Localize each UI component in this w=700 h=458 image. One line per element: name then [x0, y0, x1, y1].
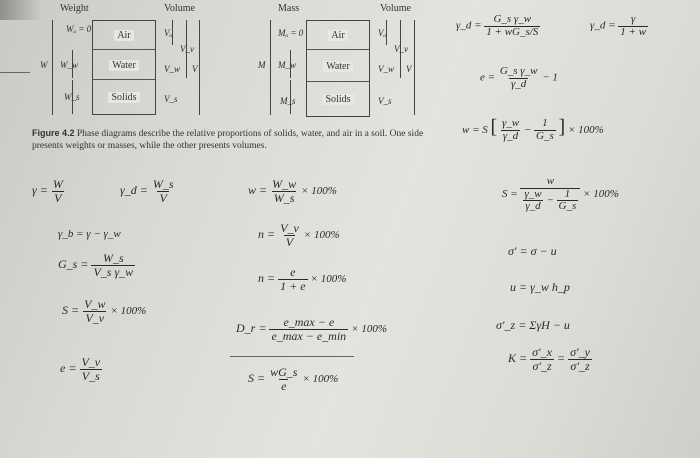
- void-ratio-formula: e = $\frac{V\_v}{V\_s}$: [60, 355, 101, 383]
- ww-label: W_w: [60, 60, 78, 70]
- va-label-right: Vₐ: [378, 28, 387, 38]
- volume-header-right: Volume: [380, 3, 411, 14]
- solids-phase-right: Solids: [307, 81, 369, 117]
- air-volume-arrow-right: [386, 20, 387, 45]
- vs-label-right: V_s: [378, 96, 392, 106]
- phase-diagram-right: [306, 20, 370, 117]
- void-ratio-from-dry-unit-weight-formula: e = $\frac{\text{G\_s γ\_w}}{\gamma\_d}$ − 1: [480, 65, 558, 90]
- specific-gravity-formula: G_s = $\frac{W\_s}{\text{V\_s γ\_w}}$: [58, 251, 134, 279]
- dry-unit-weight-formula: γ_d = $\frac{W\_s}{V}$: [120, 177, 174, 205]
- vv-label-right: V_v: [394, 44, 408, 54]
- v-label: V: [192, 64, 198, 74]
- relative-density-formula: D_r = $\frac{e\_\max - e}{e\_\max - e\_\min}$ × 100%: [236, 315, 388, 343]
- v-label-right: V: [406, 64, 412, 74]
- vv-label: V_v: [180, 44, 194, 54]
- mass-header: Mass: [278, 3, 300, 14]
- mw-label: M_w: [278, 60, 296, 70]
- air-phase-left: Air: [93, 21, 155, 49]
- wa-label: Wₐ = 0: [66, 24, 92, 34]
- vw-label-right: V_w: [378, 64, 395, 74]
- formula-divider: [230, 356, 354, 357]
- solids-phase-left: Solids: [93, 79, 155, 115]
- caption-label: Figure 4.2: [32, 128, 75, 138]
- air-volume-arrow: [172, 20, 173, 45]
- water-phase-left: Water: [93, 49, 155, 80]
- total-weight-arrow: [52, 20, 53, 115]
- vs-label: V_s: [164, 94, 178, 104]
- water-content-formula: w = $\frac{W\_w}{W\_s}$ × 100%: [248, 177, 337, 205]
- water-content-from-saturation-formula: w = S [ $\frac{\gamma\_w}{\gamma\_d}$ − $\frac{1}{G\_s}$ ] × 100%: [462, 116, 604, 142]
- buoyant-unit-weight-formula: γ_b = γ − γ_w: [58, 228, 121, 240]
- air-phase-right: Air: [307, 21, 369, 49]
- pore-pressure-formula: u = γ_w h_p: [510, 280, 570, 294]
- porosity-from-void-ratio-formula: n = $\frac{e}{1 + e}$ × 100%: [258, 265, 347, 293]
- saturation-formula: S = $\frac{V\_w}{V\_v}$ × 100%: [62, 297, 147, 325]
- caption-text: Phase diagrams describe the relative proportions of solids, water, and air in a soil. One side presents weights or masses, while the other presents volumes.: [32, 129, 424, 151]
- total-volume-arrow-right: [414, 20, 415, 115]
- unit-weight-formula: γ = $\frac{W}{V}$: [32, 177, 63, 205]
- ma-label: Mₐ = 0: [278, 28, 304, 38]
- dry-unit-weight-from-water-content-formula: γ_d = $\frac{\gamma}{1 + w}$: [590, 13, 647, 38]
- dry-unit-weight-from-saturation-formula: γ_d = $\frac{\text{G\_s γ\_w}}{1 + wG\_s/S}$: [456, 13, 539, 38]
- page-rule: [0, 72, 30, 73]
- total-volume-arrow: [199, 20, 200, 115]
- effective-stress-formula: σ′ = σ − u: [508, 244, 557, 258]
- weight-header: Weight: [60, 3, 89, 14]
- figure-caption: [32, 128, 442, 152]
- w-label: W: [40, 60, 48, 70]
- volume-header-left: Volume: [164, 3, 195, 14]
- phase-diagram-left: [92, 20, 156, 115]
- saturation-from-dry-unit-weight-formula: S = w $\frac{\gamma\_w}{\gamma\_d}$ − $\frac{1}{G\_s}$ × 100%: [502, 175, 619, 213]
- m-label: M: [258, 60, 266, 70]
- vertical-effective-stress-formula: σ′_z = ΣγH − u: [496, 318, 570, 332]
- water-phase-right: Water: [307, 49, 369, 82]
- ms-label: M_s: [280, 96, 296, 106]
- va-label: Vₐ: [164, 28, 173, 38]
- porosity-formula: n = $\frac{V\_v}{V}$ × 100%: [258, 221, 340, 249]
- ws-label: W_s: [64, 92, 80, 102]
- total-mass-arrow: [270, 20, 271, 115]
- photo-shadow: [0, 0, 40, 20]
- vw-label: V_w: [164, 64, 181, 74]
- earth-pressure-coefficient-formula: K = $\frac{\sigma'\_x}{\sigma'\_z}$ = $\frac{\sigma'\_y}{\sigma'\_z}$: [508, 345, 590, 373]
- saturation-from-water-content-formula: S = $\frac{wG\_s}{e}$ × 100%: [248, 365, 339, 393]
